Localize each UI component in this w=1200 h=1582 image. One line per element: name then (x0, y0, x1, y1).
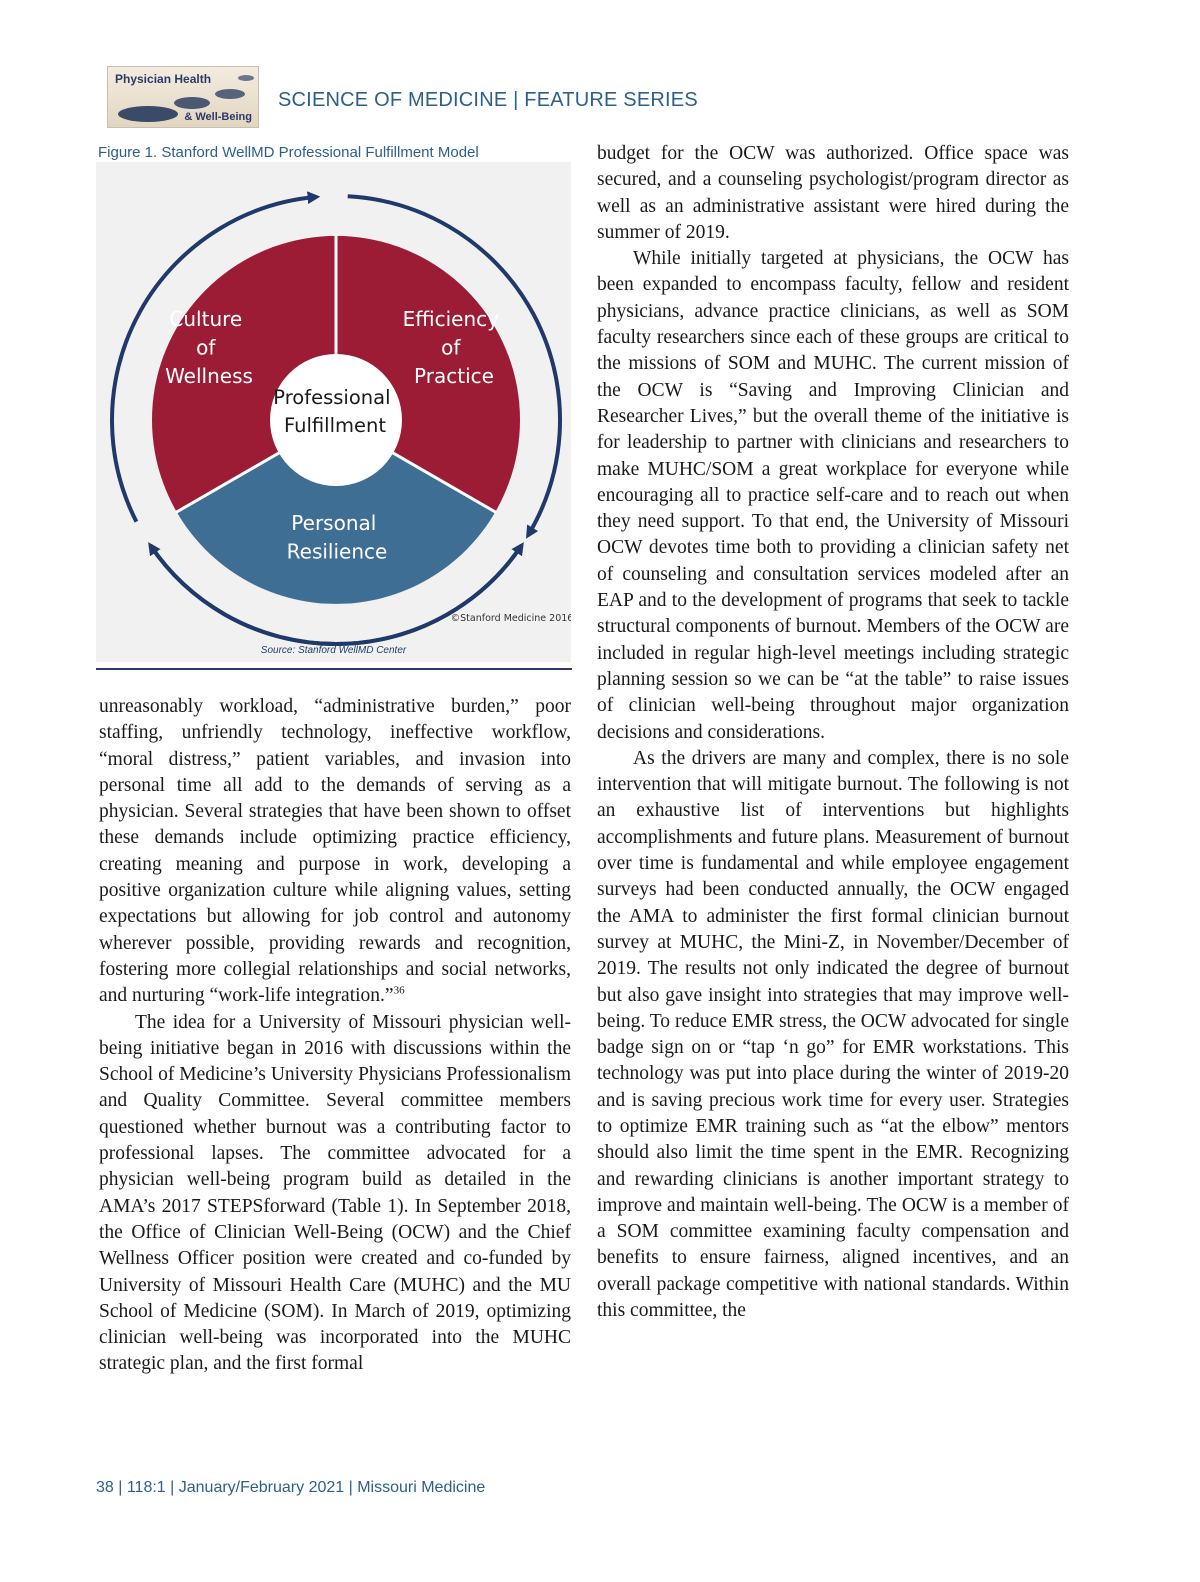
right-column (597, 141, 1069, 1324)
figure-divider (96, 668, 572, 670)
right-paragraph-1: budget for the OCW was authorized. Office space was secured, and a counseling psychologist/program director as well as an administrative assistant were hired during the summer of 2019. (597, 143, 1069, 243)
left-column (99, 694, 571, 1378)
left-paragraph-2: The idea for a University of Missouri physician well-being initiative began in 2016 with discussions within the School of Medicine’s University Physicians Professionalism and Quality Committee. Several committee members questioned whether burnout was a contributing factor to professional lapses. The committee advocated for a physician well-being program build as detailed in the AMA’s 2017 STEPSforward (Table 1). In September 2018, the Office of Clinician Well-Being (OCW) and the Chief Wellness Officer position were created and co-funded by University of Missouri Health Care (MUHC) and the MU School of Medicine (SOM). In March of 2019, optimizing clinician well-being was incorporated into the MUHC strategic plan, and the first formal (99, 1011, 571, 1375)
figure-caption: Figure 1. Stanford WellMD Professional Fulfillment Model (98, 144, 479, 161)
physician-health-logo (107, 66, 259, 128)
right-paragraph-3: As the drivers are many and complex, there is no sole intervention that will mitigate burnout. The following is not an exhaustive list of interventions but highlights accomplishments and future plans. Measurement of burnout over time is fundamental and while employee engagement surveys had been conducted annually, the OCW engaged the AMA to administer the first formal clinician burnout survey at MUHC, the Mini-Z, in November/December of 2019. The results not only indicated the degree of burnout but also gave insight into strategies that may improve well-being. To reduce EMR stress, the OCW advocated for single badge sign on or “tap ‘n go” for EMR workstations. This technology was put into place during the winter of 2019-20 and is saving precious work time for every user. Strategies to optimize EMR training such as “at the elbow” mentors should also limit the time spent in the EMR. Recognizing and rewarding clinicians is another important strategy to improve and maintain well-being. The OCW is a member of a SOM committee examining faculty compensation and benefits to ensure fairness, aligned incentives, and an overall package competitive with national standards. Within this committee, the (597, 747, 1069, 1322)
culture-of-wellness-label: Culture of Wellness (165, 307, 253, 388)
copyright-label: ©Stanford Medicine 2016 (450, 613, 571, 624)
fulfillment-model-diagram (96, 162, 571, 662)
reference-superscript: 36 (393, 984, 405, 997)
figure-source: Source: Stanford WellMD Center (260, 645, 407, 656)
professional-fulfillment-label: Professional Fulfillment (273, 386, 391, 437)
right-paragraph-2: While initially targeted at physicians, the OCW has been expanded to encompass faculty, fellow and resident physicians, advance practice clinicians, as well as SOM faculty researchers since each of these groups are critical to the missions of SOM and MUHC. The current mission of the OCW is “Saving and Improving Clinician and Researcher Lives,” but the overall theme of the initiative is for leadership to partner with clinicians and researchers to make MUHC/SOM a great workplace for everyone while encouraging all to practice self-care and to reach out when they need support. To that end, the University of Missouri OCW devotes time both to providing a clinician safety net of counseling and consultation services modeled after an EAP and to the development of programs that seek to tackle structural components of burnout. Members of the OCW are included in regular high-level meetings including strategic planning session so we can be “at the table” to raise issues of clinician well-being throughout major organization decisions and considerations. (597, 248, 1069, 743)
fulfillment-model-figure (96, 162, 571, 662)
personal-resilience-label: Personal Resilience (286, 511, 388, 564)
page-footer: 38 | 118:1 | January/February 2021 | Missouri Medicine (96, 1479, 486, 1496)
left-paragraph-1: unreasonably workload, “administrative burden,” poor staffing, unfriendly technology, ineffective workflow, “moral distress,” patient variables, and invasion into personal time all add to the demands of serving as a physician. Several strategies that have been shown to offset these demands include optimizing practice efficiency, creating meaning and purpose in work, developing a positive organization culture while aligning values, setting expectations but allowing for job control and autonomy wherever possible, providing rewards and recognition, fostering more collegial relationships and social networks, and nurturing “work-life integration.”$^{36}$ (99, 696, 571, 1007)
logo-text-line2: & Well-Being (184, 111, 252, 123)
logo-text-line1: Physician Health (115, 72, 212, 86)
efficiency-of-practice-label: Efficiency of Practice (402, 307, 499, 388)
series-title: SCIENCE OF MEDICINE | FEATURE SERIES (278, 89, 698, 111)
